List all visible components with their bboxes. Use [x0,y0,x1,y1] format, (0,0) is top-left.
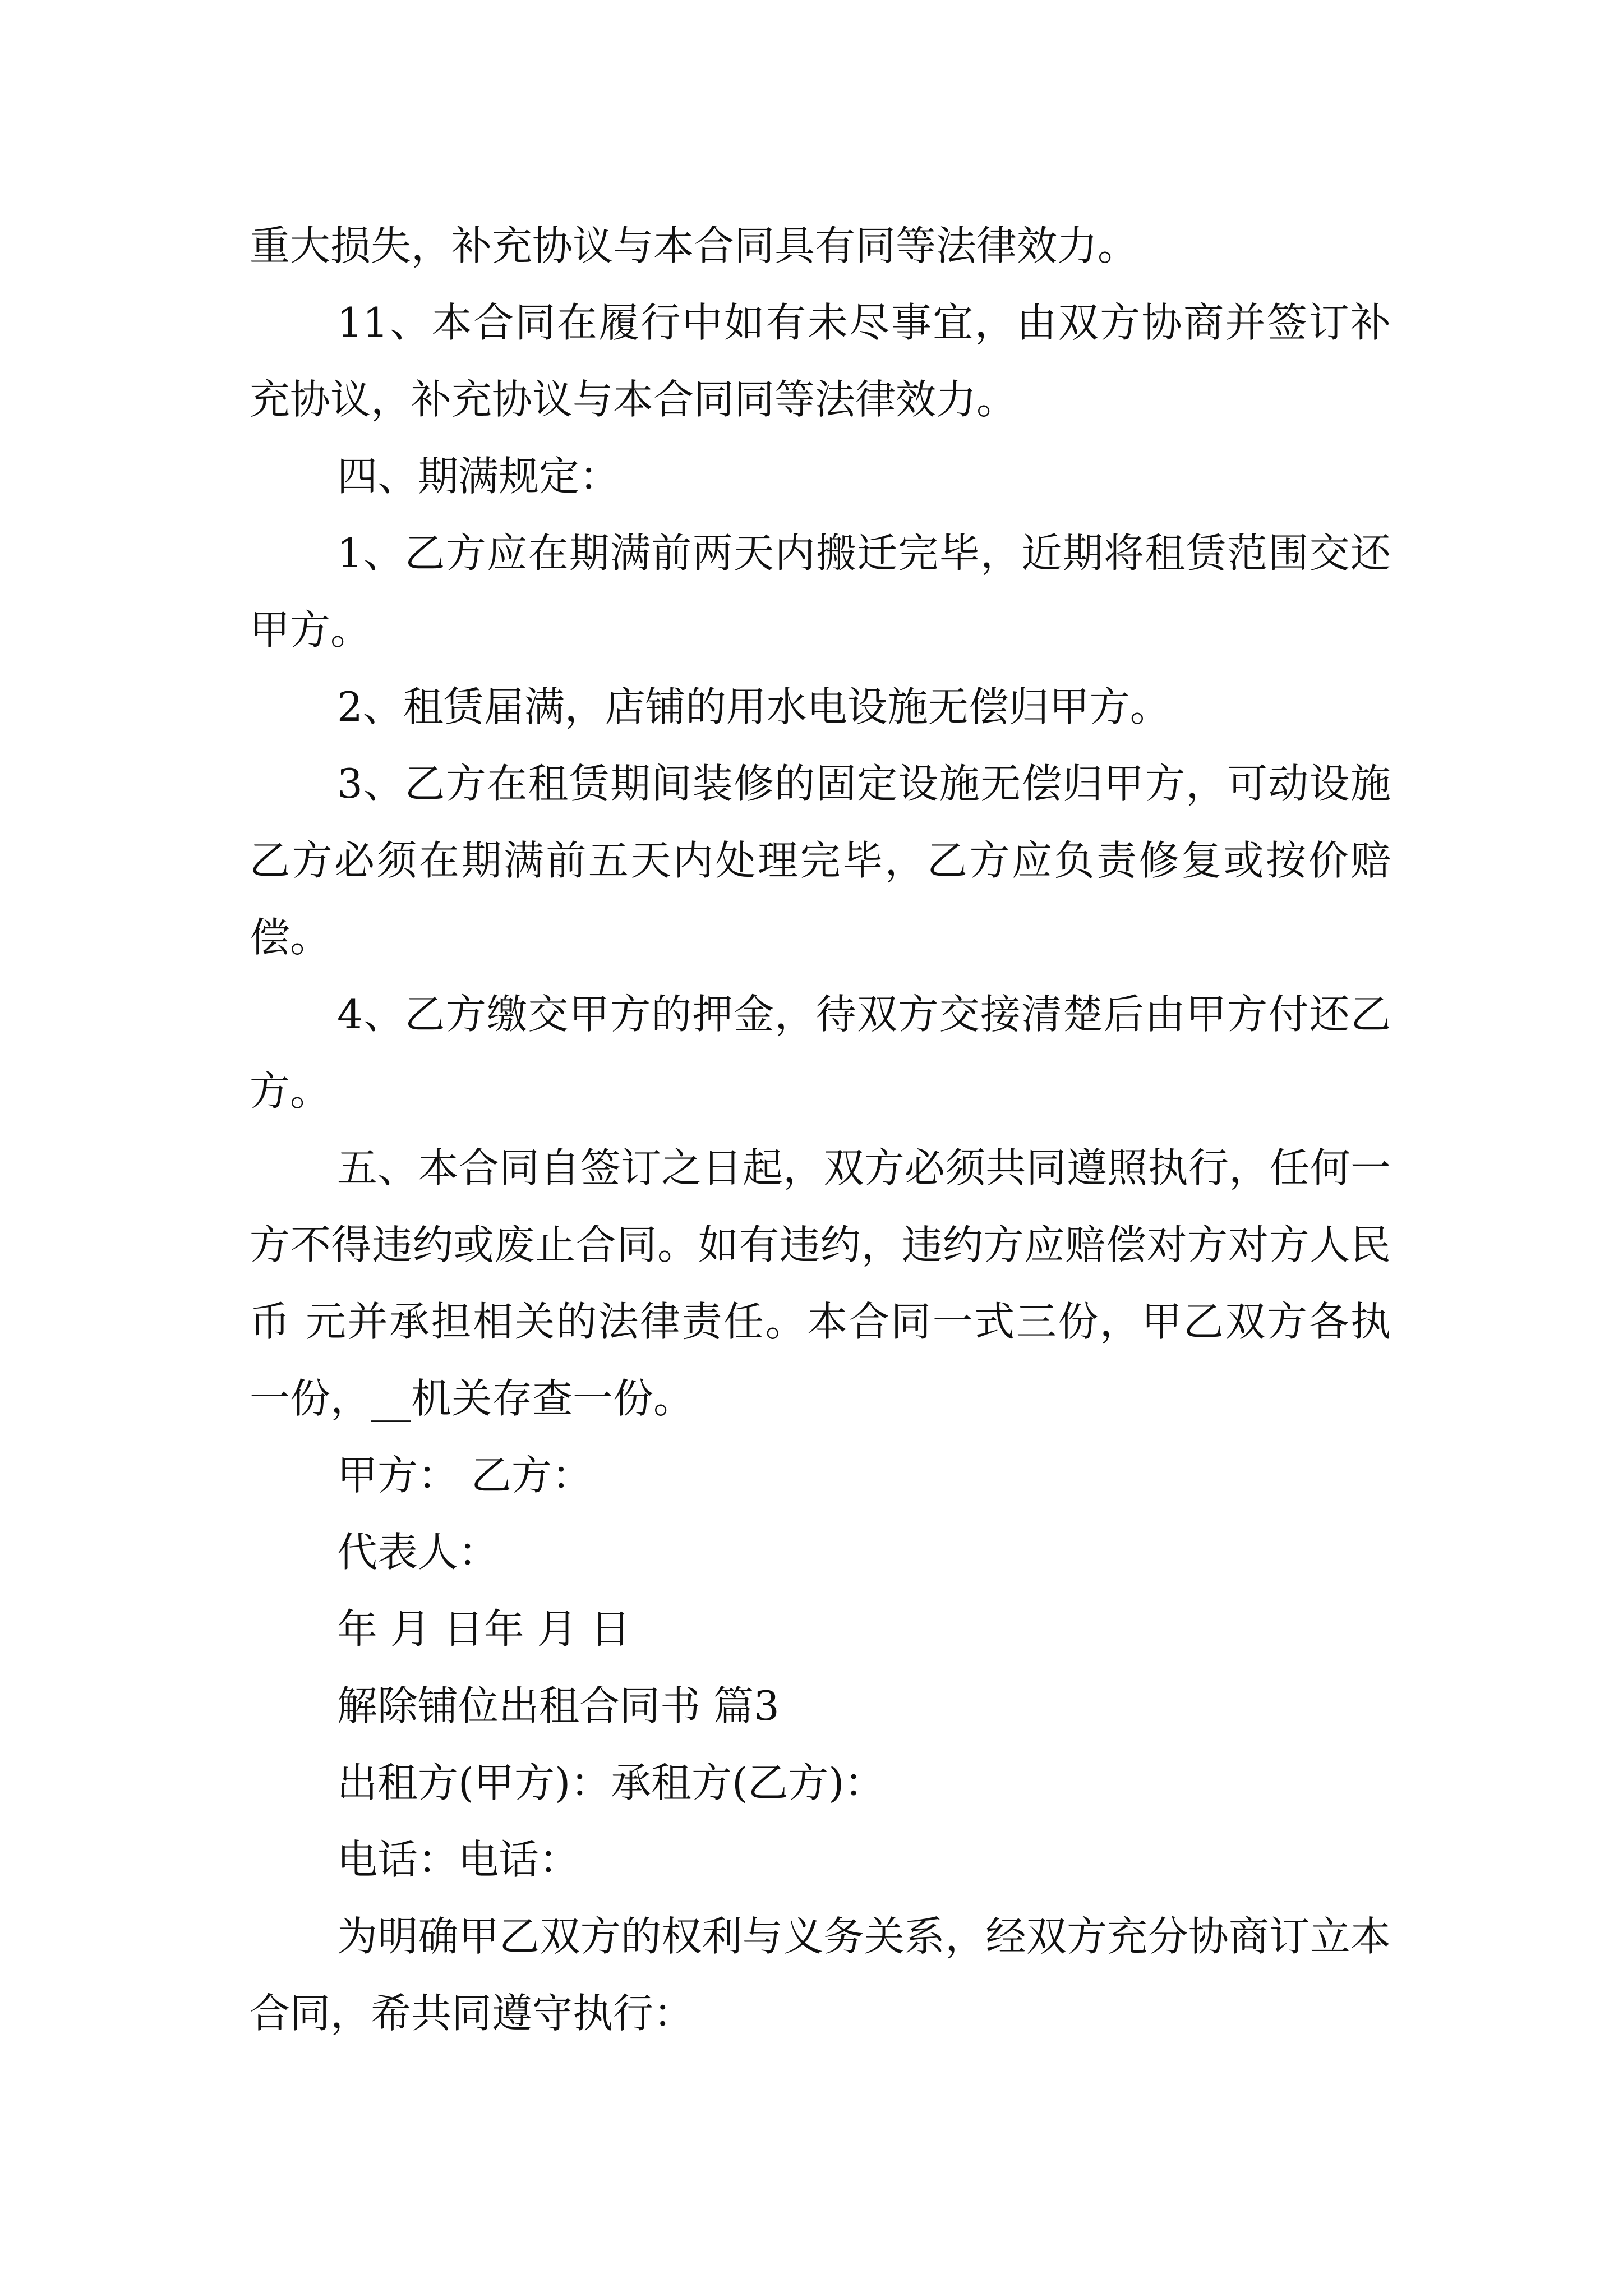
paragraph-5: 2、租赁届满，店铺的用水电设施无偿归甲方。 [337,683,1170,730]
document-body [250,208,1391,2052]
paragraph-1: 重大损失，补充协议与本合同具有同等法律效力。 [250,222,1138,269]
paragraph-6: 3、乙方在租赁期间装修的固定设施无偿归甲方，可动设施乙方必须在期满前五天内处理完毕，乙方应负责修复或按价赔偿。 [250,760,1391,961]
contract-phones: 电话：电话： [337,1836,580,1883]
paragraph-8: 五、本合同自签订之日起，双方必须共同遵照执行，任何一方不得违约或废止合同。如有违约，违约方应赔偿对方对方人民币 元并承担相关的法律责任。本合同一式三份，甲乙双方各执一份，__机关存查一份。 [250,1144,1391,1422]
contract-parties: 出租方(甲方)：承租方(乙方)： [337,1759,885,1806]
section-heading-expiry: 四、期满规定： [337,453,620,500]
signature-dates: 年 月 日年 月 日 [337,1605,631,1653]
paragraph-4: 1、乙方应在期满前两天内搬迁完毕，近期将租赁范围交还甲方。 [250,530,1391,654]
contract-preamble: 为明确甲乙双方的权利与义务关系，经双方充分协商订立本合同，希共同遵守执行： [250,1913,1391,2037]
paragraph-2: 11、本合同在履行中如有未尽事宜，由双方协商并签订补充协议，补充协议与本合同同等法律效力。 [250,299,1391,423]
signature-parties: 甲方： 乙方： [337,1452,592,1499]
paragraph-7: 4、乙方缴交甲方的押金，待双方交接清楚后由甲方付还乙方。 [250,991,1391,1115]
signature-representative: 代表人： [337,1529,499,1576]
contract-title: 解除铺位出租合同书 篇3 [337,1682,780,1729]
